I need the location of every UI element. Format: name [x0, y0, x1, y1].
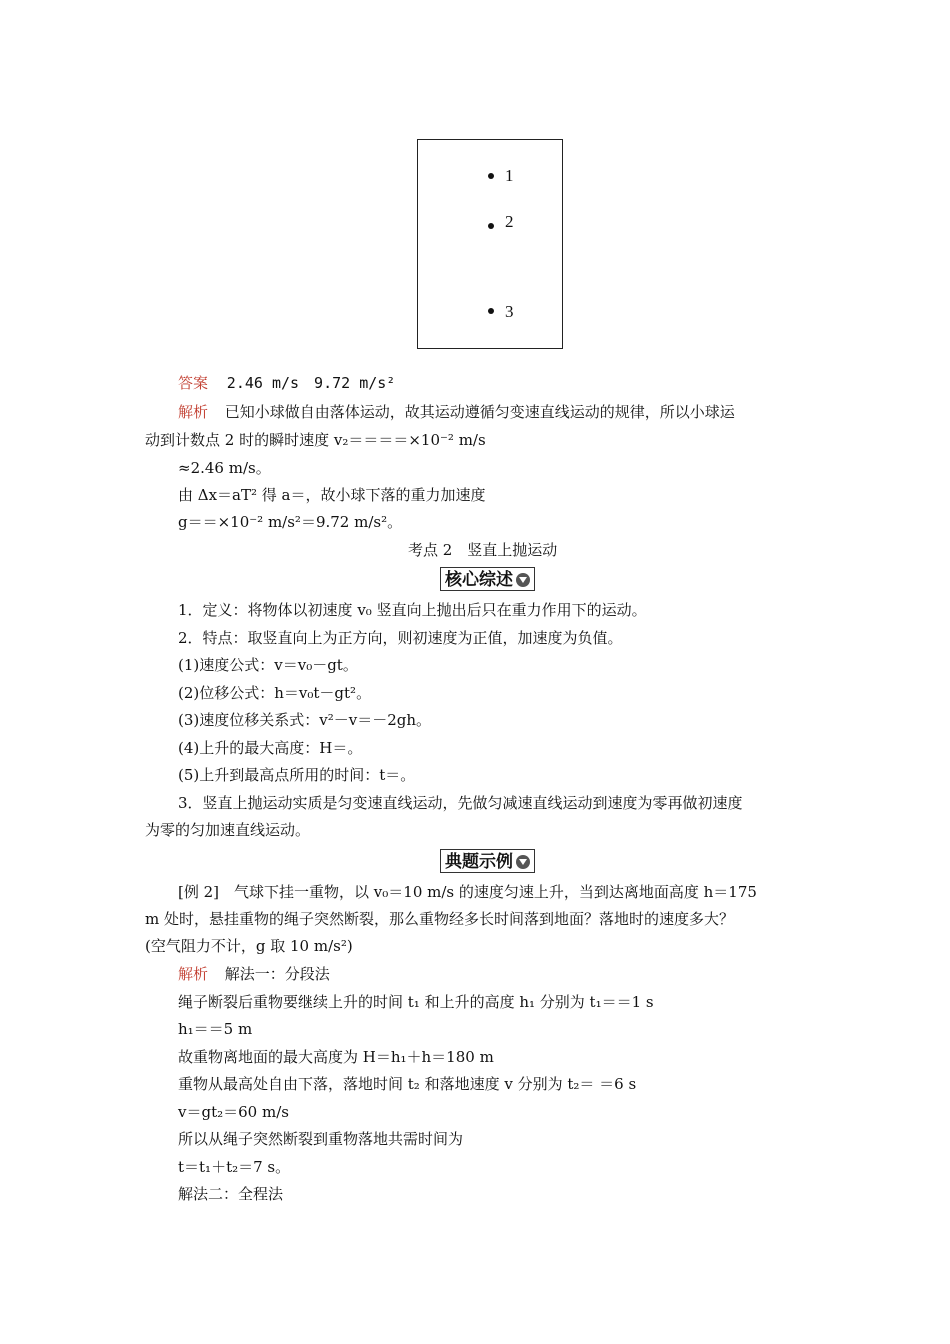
ball-dot-1 — [488, 173, 494, 179]
core-line: 为零的匀加速直线运动。 — [145, 821, 311, 839]
dot-label-1: 1 — [505, 166, 514, 185]
method-one: 解法一：分段法 — [224, 965, 330, 983]
chevron-down-icon — [516, 855, 530, 869]
analysis-line-5: g＝＝×10⁻² m/s²＝9.72 m/s²。 — [178, 513, 403, 531]
analysis-text: 已知小球做自由落体运动，故其运动遵循匀变速直线运动的规律，所以小球运 — [224, 403, 735, 421]
core-line: 1．定义：将物体以初速度 v₀ 竖直向上抛出后只在重力作用下的运动。 — [178, 601, 647, 619]
analysis-line-4: 由 Δx＝aT² 得 a＝，故小球下落的重力加速度 — [178, 486, 486, 504]
core-line: (5)上升到最高点所用的时间：t＝。 — [178, 766, 416, 784]
ball-dot-2 — [488, 223, 494, 229]
dot-label-2: 2 — [505, 212, 514, 231]
core-line: (4)上升的最大高度：H＝。 — [178, 739, 363, 757]
analysis2-line: 解法二：全程法 — [178, 1185, 284, 1203]
analysis2-label: 解析 — [178, 965, 209, 983]
example-line: m 处时，悬挂重物的绳子突然断裂，那么重物经多长时间落到地面？落地时的速度多大？ — [145, 910, 734, 928]
chevron-down-icon — [516, 573, 530, 587]
analysis-label: 解析 — [178, 403, 209, 421]
answer-text: 2.46 m/s 9.72 m/s² — [226, 374, 396, 392]
example-box — [440, 849, 535, 873]
dot-label-3: 3 — [505, 302, 514, 321]
core-line: 2．特点：取竖直向上为正方向，则初速度为正值，加速度为负值。 — [178, 629, 623, 647]
core-summary-label: 核心综述 — [445, 570, 513, 590]
core-line: 3．竖直上抛运动实质是匀变速直线运动，先做匀减速直线运动到速度为零再做初速度 — [178, 794, 743, 812]
core-line: (3)速度位移关系式：v²－v＝－2gh。 — [178, 711, 432, 729]
analysis2-line: h₁＝＝5 m — [178, 1020, 253, 1038]
analysis2-line: v＝gt₂＝60 m/s — [178, 1103, 289, 1121]
ball-dot-3 — [488, 308, 494, 314]
analysis-line-1 — [178, 401, 735, 422]
analysis2-line: 故重物离地面的最大高度为 H＝h₁＋h＝180 m — [178, 1048, 494, 1066]
example-line: [例 2] 气球下挂一重物，以 v₀＝10 m/s 的速度匀速上升，当到达离地面高度 h＝175 — [178, 883, 757, 901]
analysis2-line: 绳子断裂后重物要继续上升的时间 t₁ 和上升的高度 h₁ 分别为 t₁＝＝1 s — [178, 993, 654, 1011]
answer-label: 答案 — [178, 374, 209, 392]
strobe-photo-figure — [417, 139, 563, 349]
core-line: (1)速度公式：v＝v₀－gt。 — [178, 656, 358, 674]
analysis-line-2: 动到计数点 2 时的瞬时速度 v₂＝＝＝＝×10⁻² m/s — [145, 431, 486, 449]
core-line: (2)位移公式：h＝v₀t－gt²。 — [178, 684, 372, 702]
analysis-line-3: ≈2.46 m/s。 — [178, 459, 271, 477]
analysis2-line: 所以从绳子突然断裂到重物落地共需时间为 — [178, 1130, 464, 1148]
example-label: 典题示例 — [445, 852, 513, 872]
core-summary-box — [440, 567, 535, 591]
analysis2-line: 重物从最高处自由下落，落地时间 t₂ 和落地速度 v 分别为 t₂＝ ＝6 s — [178, 1075, 637, 1093]
answer-line — [178, 372, 395, 393]
section-title: 考点 2 竖直上抛运动 — [408, 541, 558, 559]
example-line: (空气阻力不计，g 取 10 m/s²) — [145, 937, 353, 955]
analysis2-line: t＝t₁＋t₂＝7 s。 — [178, 1158, 291, 1176]
analysis2-line-1 — [178, 963, 330, 984]
